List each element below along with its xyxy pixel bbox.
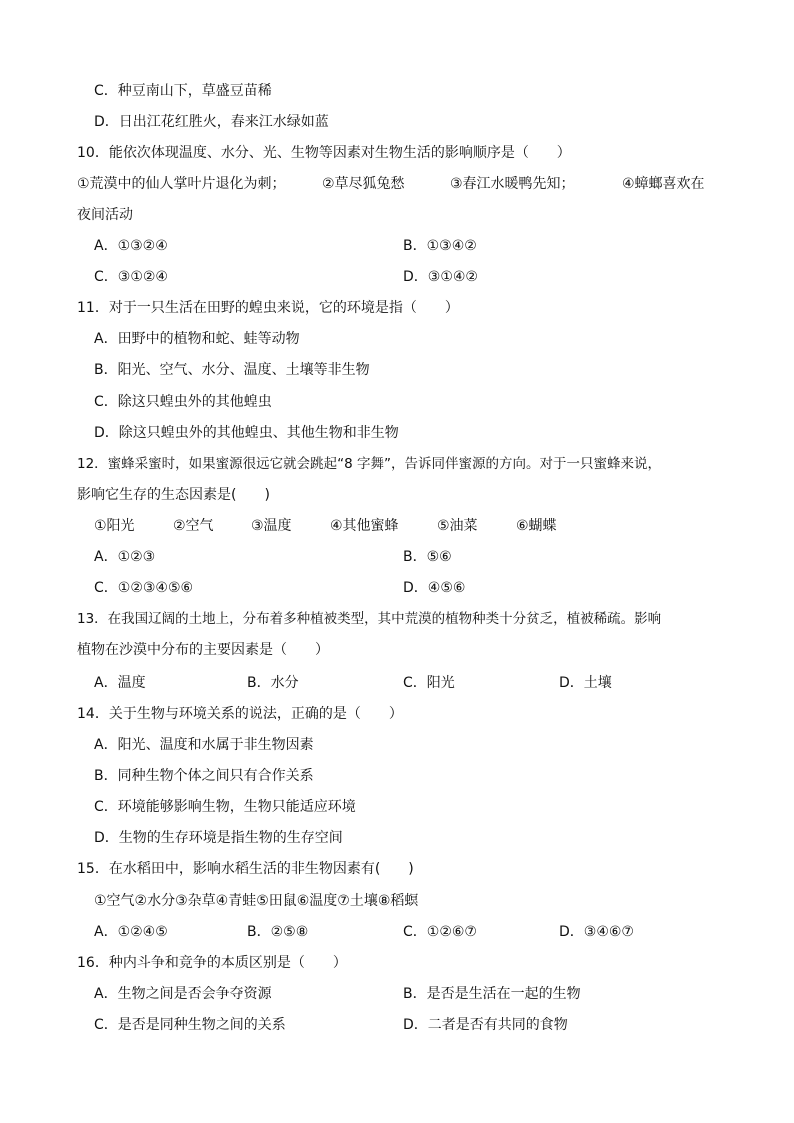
q16-option-d: D．二者是否有共同的食物 [403, 1017, 568, 1033]
q12-item-2: ②空气 [173, 518, 214, 534]
question-13-stem-cont: 植物在沙漠中分布的主要因素是（ ） [77, 642, 329, 658]
q15-option-d: D．③④⑥⑦ [559, 924, 634, 940]
q12-item-6: ⑥蝴蝶 [516, 518, 557, 534]
q12-option-a: A．①②③ [94, 549, 156, 565]
question-16-stem: 16．种内斗争和竞争的本质区别是（ ） [77, 955, 347, 971]
q12-item-3: ③温度 [251, 518, 292, 534]
q15-option-a: A．①②④⑤ [94, 924, 168, 940]
question-15-stem: 15．在水稻田中，影响水稻生活的非生物因素有( ) [77, 861, 414, 877]
option-c: C．种豆南山下，草盛豆苗稀 [94, 83, 272, 99]
q13-option-c: C．阳光 [403, 675, 455, 691]
q14-option-c: C．环境能够影响生物，生物只能适应环境 [94, 799, 356, 815]
q10-option-c: C．③①②④ [94, 269, 168, 285]
q10-item-4: ④蟑螂喜欢在 [622, 176, 705, 192]
question-11-stem: 11．对于一只生活在田野的蝗虫来说，它的环境是指（ ） [77, 300, 459, 316]
q13-option-b: B．水分 [247, 675, 299, 691]
q10-option-a: A．①③②④ [94, 238, 168, 254]
question-10-stem: 10．能依次体现温度、水分、光、生物等因素对生物生活的影响顺序是（ ） [77, 145, 571, 161]
q10-item-4-cont: 夜间活动 [77, 207, 133, 223]
q12-option-d: D．④⑤⑥ [403, 580, 466, 596]
q15-items: ①空气②水分③杂草④青蛙⑤田鼠⑥温度⑦土壤⑧稻螟 [94, 893, 419, 909]
q10-item-3: ③春江水暖鸭先知； [450, 176, 575, 192]
q10-option-b: B．①③④② [403, 238, 477, 254]
q14-option-a: A．阳光、温度和水属于非生物因素 [94, 737, 314, 753]
q10-item-1: ①荒漠中的仙人掌叶片退化为刺； [77, 176, 286, 192]
question-13-stem: 13．在我国辽阔的土地上，分布着多种植被类型，其中荒漠的植物种类十分贫乏，植被稀疏。影响 [77, 611, 662, 627]
q15-option-b: B．②⑤⑧ [247, 924, 309, 940]
q16-option-a: A．生物之间是否会争夺资源 [94, 986, 272, 1002]
q10-item-2: ②草尽狐兔愁 [322, 176, 405, 192]
q12-option-c: C．①②③④⑤⑥ [94, 580, 194, 596]
q14-option-b: B．同种生物个体之间只有合作关系 [94, 768, 314, 784]
q12-item-5: ⑤油菜 [437, 518, 478, 534]
q11-option-b: B．阳光、空气、水分、温度、土壤等非生物 [94, 362, 370, 378]
q12-item-4: ④其他蜜蜂 [330, 518, 399, 534]
q10-option-d: D．③①④② [403, 269, 478, 285]
q15-option-c: C．①②⑥⑦ [403, 924, 477, 940]
q16-option-c: C．是否是同种生物之间的关系 [94, 1017, 286, 1033]
q11-option-a: A．田野中的植物和蛇、蛙等动物 [94, 331, 300, 347]
q11-option-d: D．除这只蝗虫外的其他蝗虫、其他生物和非生物 [94, 425, 399, 441]
q12-option-b: B．⑤⑥ [403, 549, 452, 565]
question-12-stem-cont: 影响它生存的生态因素是( ) [77, 487, 270, 503]
q16-option-b: B．是否是生活在一起的生物 [403, 986, 581, 1002]
q11-option-c: C．除这只蝗虫外的其他蝗虫 [94, 394, 272, 410]
question-14-stem: 14．关于生物与环境关系的说法，正确的是（ ） [77, 706, 403, 722]
q12-item-1: ①阳光 [94, 518, 135, 534]
q14-option-d: D．生物的生存环境是指生物的生存空间 [94, 830, 343, 846]
q13-option-d: D．土壤 [559, 675, 612, 691]
question-12-stem: 12．蜜蜂采蜜时，如果蜜源很远它就会跳起“8 字舞”，告诉同伴蜜源的方向。对于一只蜜蜂来说， [77, 456, 662, 472]
option-d: D．日出江花红胜火，春来江水绿如蓝 [94, 114, 329, 130]
q13-option-a: A．温度 [94, 675, 146, 691]
